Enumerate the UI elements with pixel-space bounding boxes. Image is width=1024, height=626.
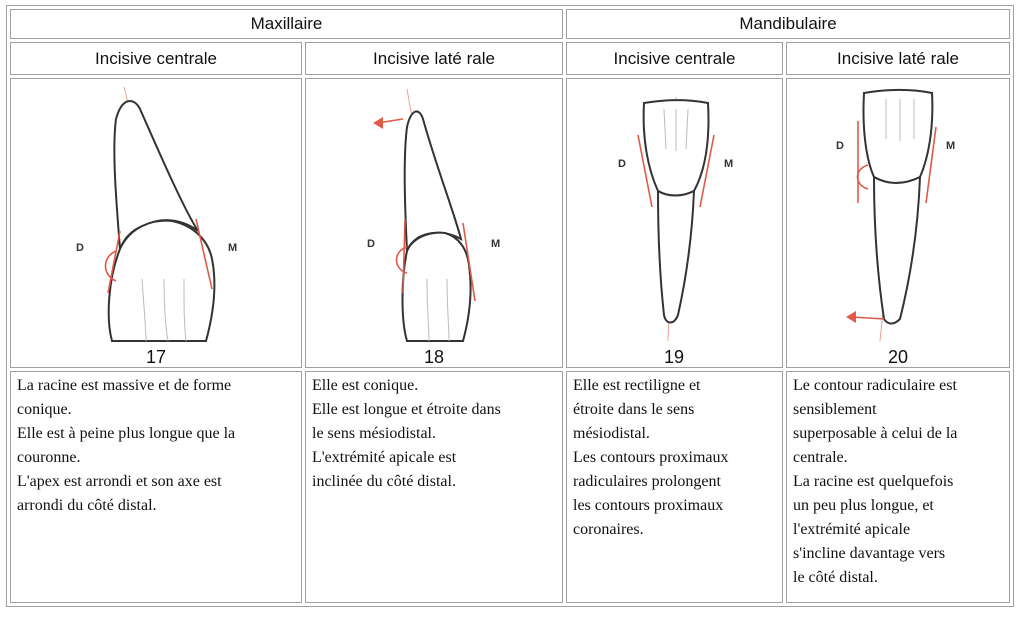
- description-line: les contours proximaux: [573, 497, 724, 514]
- angle-arc: [858, 165, 869, 189]
- figure-number: 20: [887, 347, 909, 367]
- description-line: conique.: [17, 401, 72, 418]
- maxillaire-header: Maxillaire: [10, 9, 563, 39]
- label-d: D: [367, 238, 375, 250]
- figure-number: 19: [663, 347, 685, 367]
- col-title-1: Incisive centrale: [10, 42, 302, 75]
- description-line: couronne.: [17, 449, 81, 466]
- arrow-head: [373, 117, 383, 129]
- tooth-crown: [403, 233, 471, 341]
- label-m: M: [491, 238, 501, 250]
- description-17: [10, 371, 302, 603]
- description-line: Elle est conique.: [312, 377, 419, 394]
- description-line: radiculaires prolongent: [573, 473, 721, 490]
- tooth-comparison-table: [6, 5, 1014, 607]
- label-d: D: [836, 140, 844, 152]
- description-line: s'incline davantage vers: [793, 545, 946, 562]
- tooth-19-illustration: [568, 79, 781, 367]
- description-line: L'extrémité apicale est: [312, 449, 457, 466]
- label-m: M: [228, 242, 238, 254]
- description-line: coronaires.: [573, 521, 644, 538]
- tooth-crown: [863, 90, 932, 183]
- tooth-root: [405, 111, 461, 251]
- tooth-18-illustration: [307, 79, 561, 367]
- description-line: mésiodistal.: [573, 425, 650, 442]
- tooth-17-illustration: [12, 79, 300, 367]
- figure-17-cell: [10, 78, 302, 368]
- tooth-20-illustration: [788, 79, 1008, 367]
- col-title-3: Incisive centrale: [566, 42, 783, 75]
- figure-20-cell: [786, 78, 1010, 368]
- description-line: Elle est à peine plus longue que la: [17, 425, 236, 442]
- figure-18-cell: [305, 78, 563, 368]
- figure-number: 17: [145, 347, 167, 367]
- mandibulaire-header: Mandibulaire: [566, 9, 1010, 39]
- label-m: M: [724, 158, 734, 170]
- description-line: un peu plus longue, et: [793, 497, 934, 514]
- description-line: Les contours proximaux: [573, 449, 729, 466]
- arrow-head: [846, 311, 856, 323]
- description-line: centrale.: [793, 449, 848, 466]
- description-line: La racine est massive et de forme: [17, 377, 232, 394]
- tooth-root: [658, 191, 694, 323]
- col-title-2: Incisive laté rale: [305, 42, 563, 75]
- description-20: [786, 371, 1010, 603]
- description-line: Le contour radiculaire est: [793, 377, 957, 394]
- figure-number: 18: [423, 347, 445, 367]
- description-line: l'extrémité apicale: [793, 521, 911, 538]
- label-m: M: [946, 140, 956, 152]
- description-line: sensiblement: [793, 401, 877, 418]
- figure-19-cell: [566, 78, 783, 368]
- description-18: [305, 371, 563, 603]
- tooth-root: [874, 177, 920, 324]
- label-d: D: [76, 242, 84, 254]
- col-title-4: Incisive laté rale: [786, 42, 1010, 75]
- description-line: le côté distal.: [793, 569, 878, 586]
- description-line: étroite dans le sens: [573, 401, 695, 418]
- description-line: Elle est longue et étroite dans: [312, 401, 501, 418]
- description-line: arrondi du côté distal.: [17, 497, 157, 514]
- description-19: [566, 371, 783, 603]
- apex-direction-arrow: [852, 317, 884, 319]
- description-line: L'apex est arrondi et son axe est: [17, 473, 222, 490]
- label-d: D: [618, 158, 626, 170]
- description-line: Elle est rectiligne et: [573, 377, 701, 394]
- description-line: le sens mésiodistal.: [312, 425, 436, 442]
- description-line: La racine est quelquefois: [793, 473, 954, 490]
- description-line: superposable à celui de la: [793, 425, 958, 442]
- description-line: inclinée du côté distal.: [312, 473, 456, 490]
